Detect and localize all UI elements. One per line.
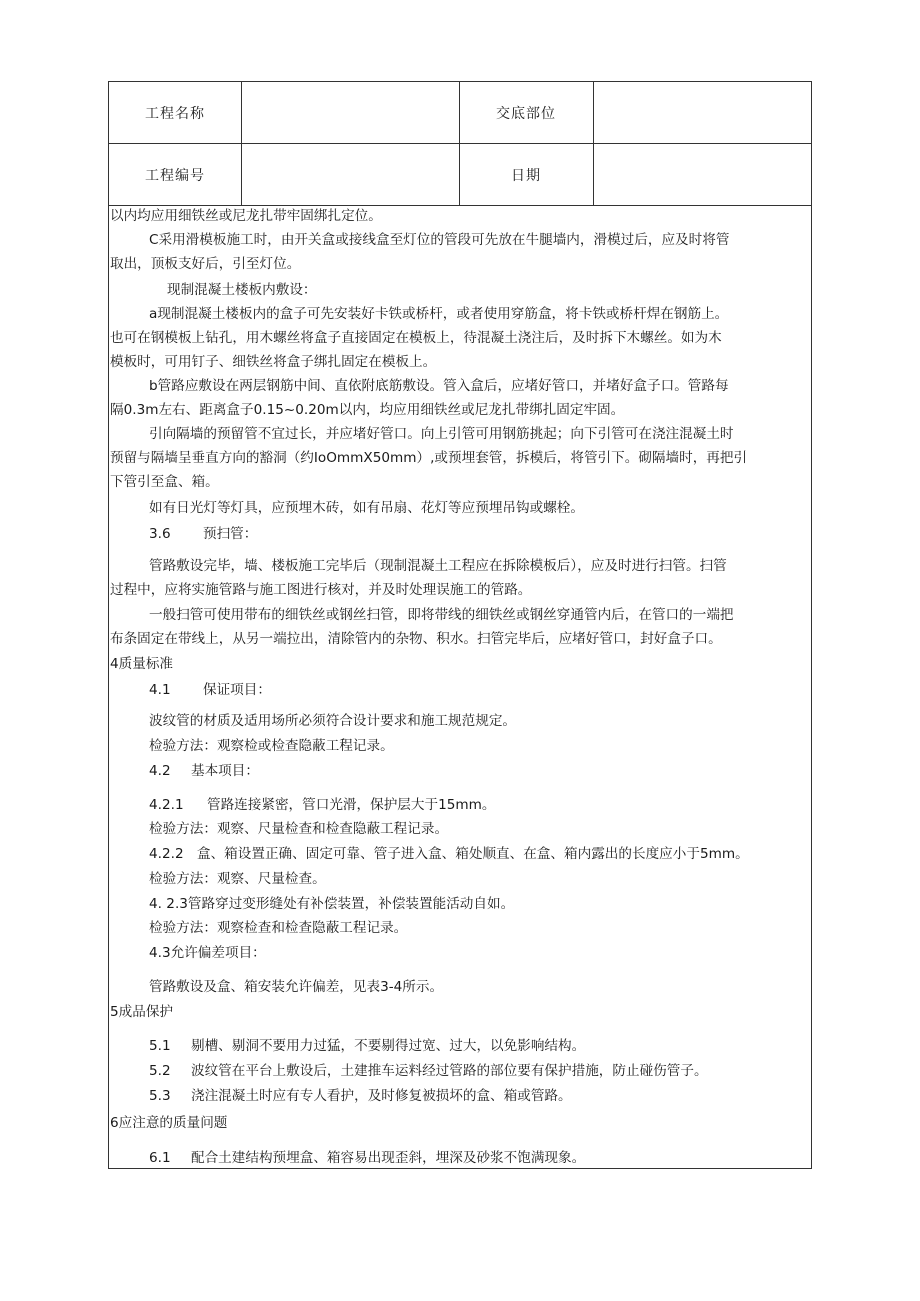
text-line: 检验方法：观察检或检查隐蔽工程记录。 [149, 738, 394, 754]
chapter-heading: 4质量标准 [110, 656, 174, 672]
text-line: 一般扫管可使用带布的细铁丝或钢丝扫管，即将带线的细铁丝或钢丝穿通管内后，在管口的一端把 [149, 607, 734, 623]
document-table [108, 81, 812, 1169]
section-number: 4.2 [149, 763, 171, 779]
text-line: 现制混凝土楼板内敷设： [167, 282, 317, 298]
text-line: 隔0.3m左右、距离盒子0.15~0.20m以内，均应用细铁丝或尼龙扎带绑扎固定牢固。 [110, 402, 625, 418]
section-number: 5.1 [149, 1038, 171, 1054]
section-number: 4.1 [149, 682, 171, 698]
project-no-label: 工程编号 [145, 168, 205, 184]
grid-divider [459, 82, 460, 206]
text-line: 下管引至盒、箱。 [110, 474, 219, 490]
text-line: 4. 2.3管路穿过变形缝处有补偿装置，补偿装置能活动自如。 [149, 896, 515, 912]
chapter-heading: 6应注意的质量问题 [110, 1115, 228, 1131]
text-line: 盒、箱设置正确、固定可靠、管子进入盒、箱处顺直、在盒、箱内露出的长度应小于5mm。 [197, 846, 749, 862]
text-line: 布条固定在带线上，从另一端拉出，清除管内的杂物、积水。扫管完毕后，应堵好管口，封好盒子口。 [110, 631, 722, 647]
document-body [109, 206, 811, 1168]
header-grid [109, 82, 811, 206]
section-title: 4.3允许偏差项目： [149, 945, 266, 961]
text-line: 检验方法：观察、尺量检查和检查隐蔽工程记录。 [149, 821, 449, 837]
text-line: 模板时，可用钉子、细铁丝将盒子绑扎固定在模板上。 [110, 354, 437, 370]
text-line: 检验方法：观察检查和检查隐蔽工程记录。 [149, 920, 408, 936]
text-line: 检验方法：观察、尺量检查。 [149, 871, 326, 887]
section-number: 4.2.2 [149, 846, 184, 862]
section-number: 4.2.1 [149, 797, 184, 813]
section-number: 5.2 [149, 1063, 171, 1079]
chapter-heading: 5成品保护 [110, 1004, 174, 1020]
text-line: C采用滑模板施工时，由开关盒或接线盒至灯位的管段可先放在牛腿墙内，滑模过后，应及时将管 [149, 232, 730, 248]
text-line: 取出，顶板支好后，引至灯位。 [110, 256, 301, 272]
grid-divider [593, 82, 594, 206]
grid-divider [109, 143, 811, 144]
text-line: 管路敷设及盒、箱安装允许偏差，见表3-4所示。 [149, 979, 444, 995]
date-value [593, 144, 812, 206]
date-label: 日期 [511, 168, 541, 184]
section-title: 基本项目： [191, 763, 259, 779]
project-name-value [241, 82, 459, 144]
section-title: 保证项目： [203, 682, 271, 698]
section-title: 预扫管： [203, 526, 258, 542]
section-number: 5.3 [149, 1088, 171, 1104]
text-line: 剔槽、剔洞不要用力过猛，不要剔得过宽、过大，以免影响结构。 [191, 1038, 586, 1054]
project-no-value [241, 144, 459, 206]
text-line: 预留与隔墙呈垂直方向的豁洞（约IoOmmX50mm）,或预埋套管，拆模后，将管引下。砌隔墙时，再把引 [110, 450, 748, 466]
text-line: 波纹管的材质及适用场所必须符合设计要求和施工规范规定。 [149, 713, 517, 729]
grid-divider [241, 82, 242, 206]
section-value [593, 82, 812, 144]
text-line: 引向隔墙的预留管不宜过长，并应堵好管口。向上引管可用钢筋挑起；向下引管可在浇注混凝土时 [149, 426, 734, 442]
section-number: 6.1 [149, 1150, 171, 1166]
text-line: 配合土建结构预埋盒、箱容易出现歪斜，埋深及砂浆不饱满现象。 [191, 1150, 586, 1166]
text-line: 管路连接紧密，管口光滑，保护层大于15mm。 [207, 797, 496, 813]
text-line: 以内均应用细铁丝或尼龙扎带牢固绑扎定位。 [110, 208, 382, 224]
text-line: 过程中，应将实施管路与施工图进行核对，并及时处理误施工的管路。 [110, 582, 532, 598]
text-line: 也可在钢模板上钻孔，用木螺丝将盒子直接固定在模板上，待混凝土浇注后，及时拆下木螺丝。如为木 [110, 330, 722, 346]
text-line: b管路应敷设在两层钢筋中间、直依附底筋敷设。管入盒后，应堵好管口，并堵好盒子口。管路每 [149, 378, 729, 394]
project-name-label: 工程名称 [145, 106, 205, 122]
text-line: 如有日光灯等灯具，应预埋木砖，如有吊扇、花灯等应预埋吊钩或螺栓。 [149, 500, 584, 516]
text-line: 波纹管在平台上敷设后，土建推车运料经过管路的部位要有保护措施，防止碰伤管子。 [191, 1063, 708, 1079]
text-line: a现制混凝土楼板内的盒子可先安装好卡铁或桥杆，或者使用穿筋盒，将卡铁或桥杆焊在钢筋上。 [149, 306, 729, 322]
section-label: 交底部位 [496, 106, 556, 122]
text-line: 管路敷设完毕，墙、楼板施工完毕后（现制混凝土工程应在拆除模板后），应及时进行扫管。扫管 [149, 558, 727, 574]
text-line: 浇注混凝土时应有专人看护，及时修复被损坏的盒、箱或管路。 [191, 1088, 572, 1104]
section-number: 3.6 [149, 526, 171, 542]
